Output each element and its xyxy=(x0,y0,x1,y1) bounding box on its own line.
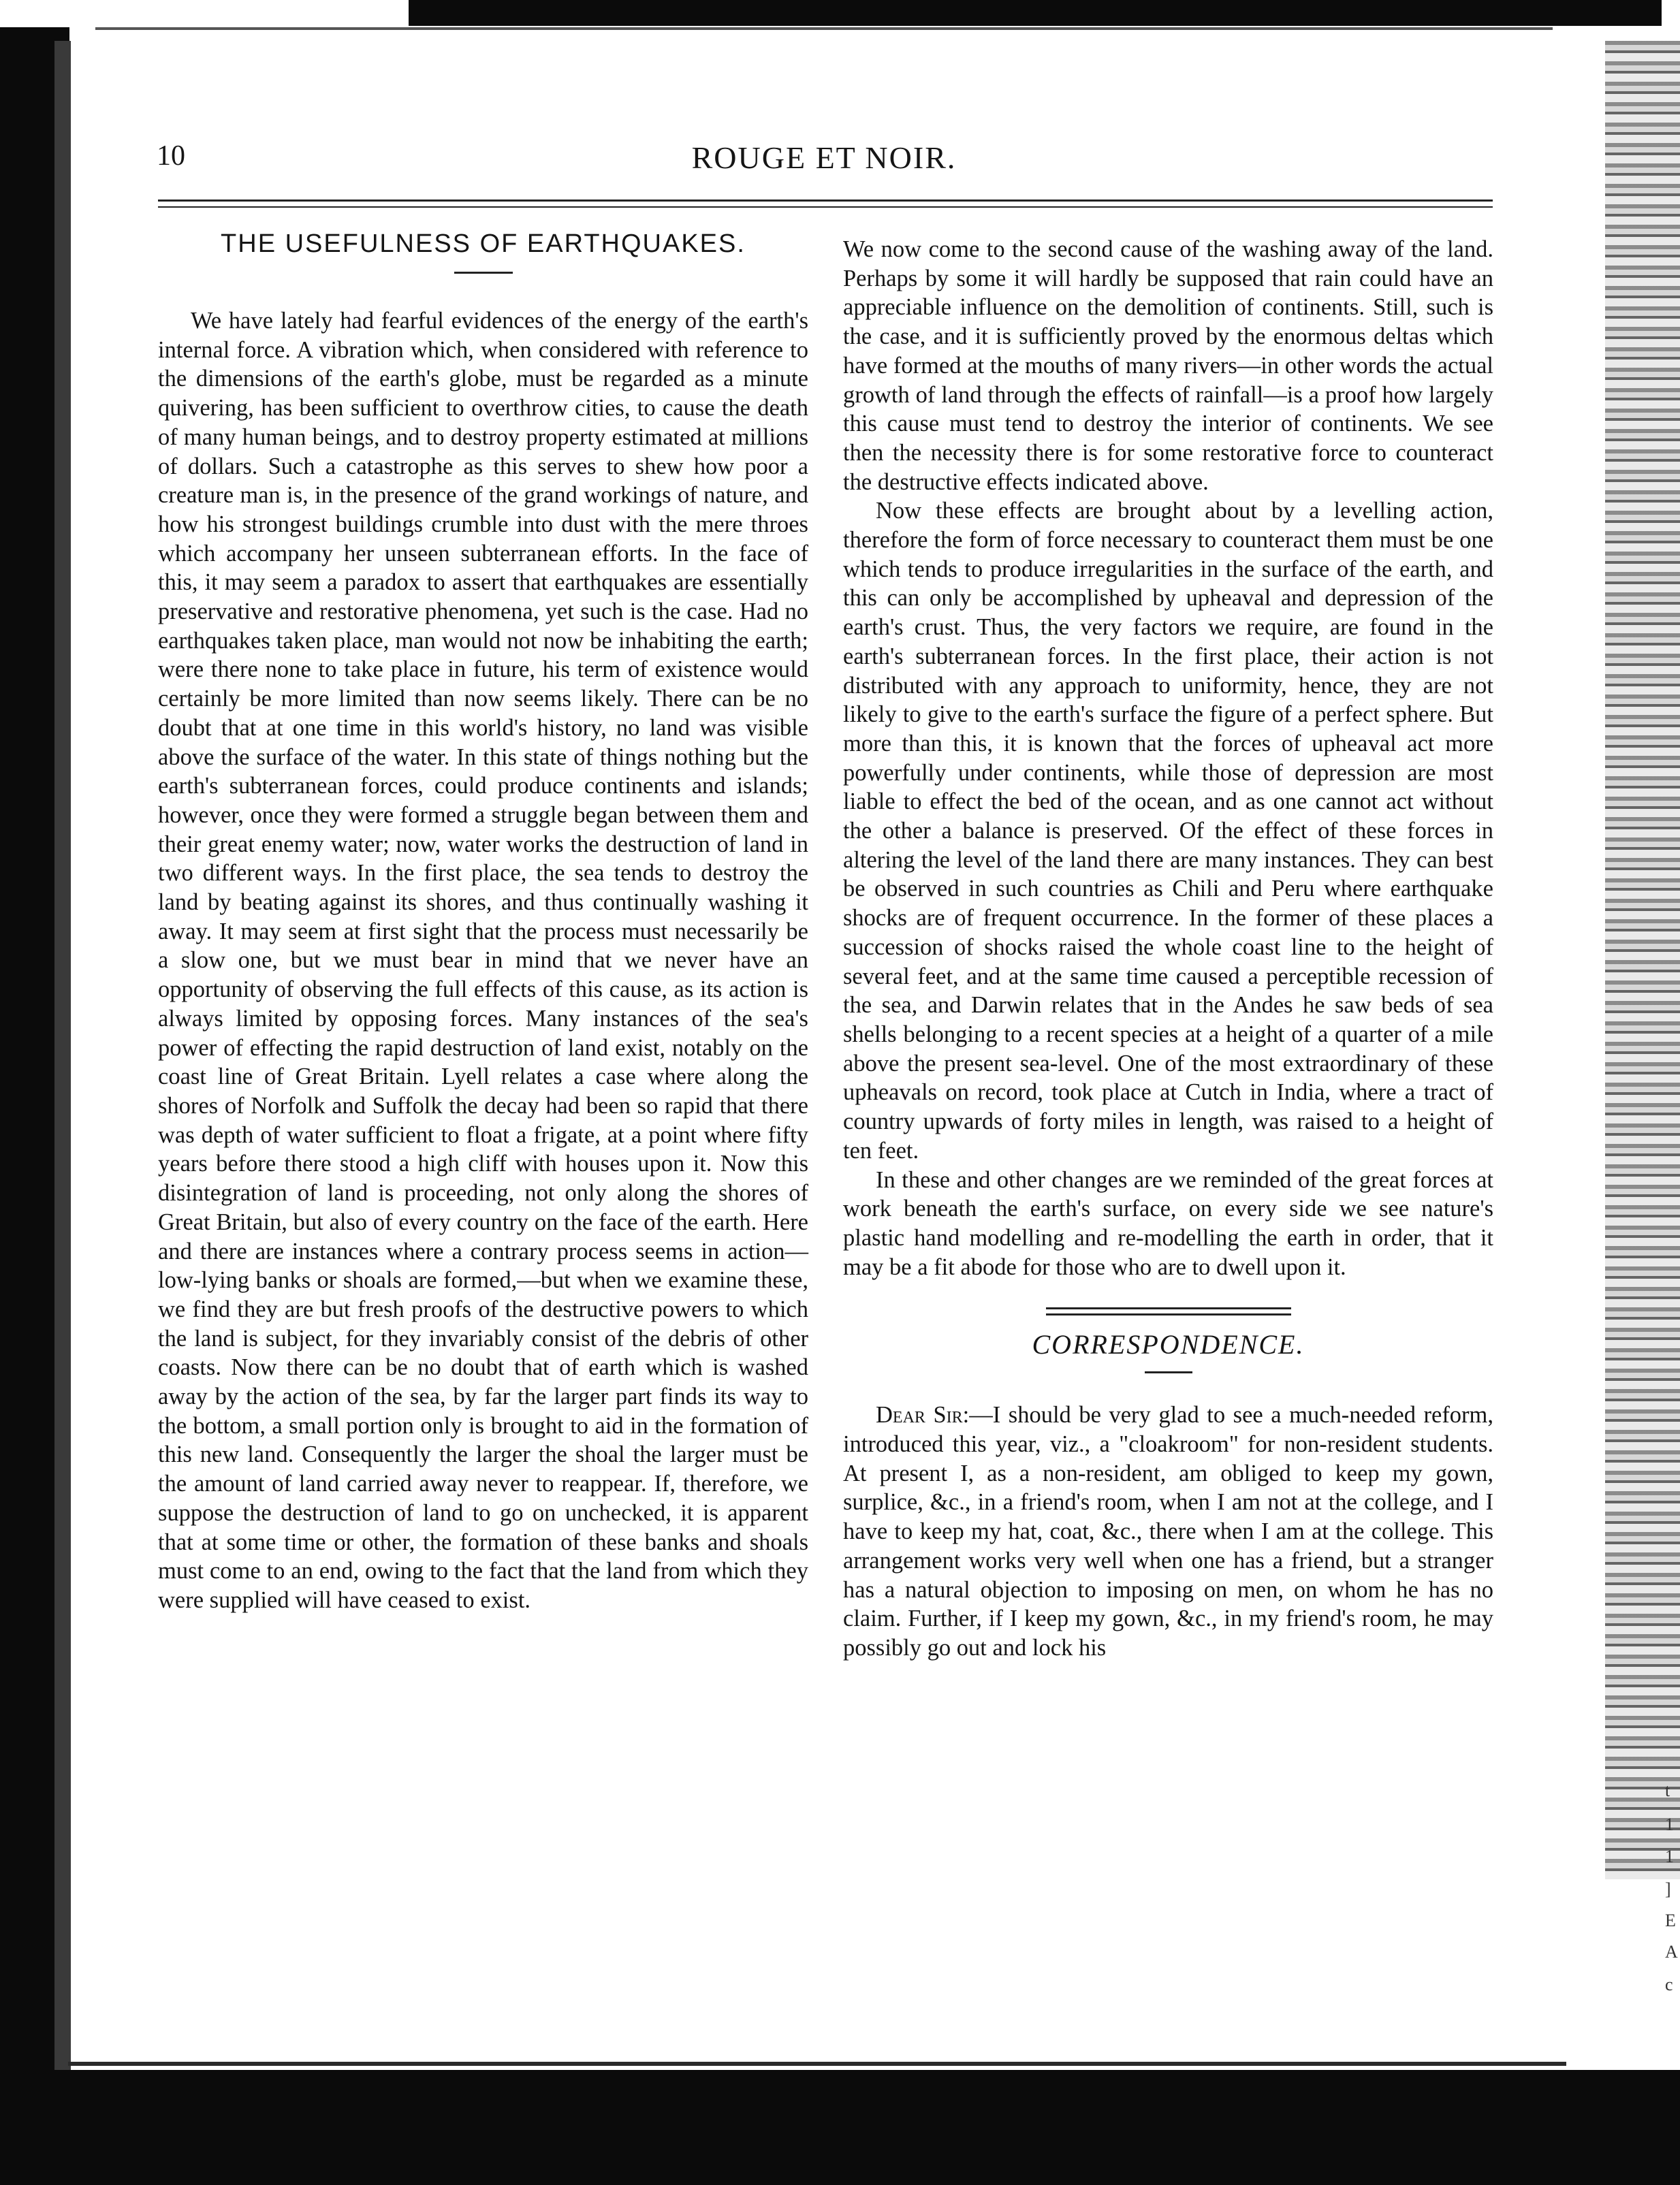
scan-edge-line-top xyxy=(95,27,1553,30)
header-rule xyxy=(158,200,1493,202)
article-paragraph: We now come to the second cause of the washing away of the land. Perhaps by some it will hardly be supposed that rain could have an appreciable influence on the demolition of continents. Still, such is the case, and it is sufficiently proved by the enormous deltas which have formed at the mouths of many rivers—in other words the actual growth of land through the effects of rainfall—is a proof how largely this cause must tend to destroy the interior of continents. We see then the necessity there is for some restorative force to counteract the destructive effects indicated above. xyxy=(843,236,1493,495)
correspondence-title: CORRESPONDENCE. xyxy=(1032,1329,1305,1360)
article-paragraph: In these and other changes are we reminded of the great forces at work beneath the earth's surface, on every side we see nature's plastic hand modelling and re-modelling the earth in order, that it may be a fit abode for those who are to dwell upon it. xyxy=(843,1166,1493,1280)
scan-border-right xyxy=(1605,41,1680,1879)
margin-mark: ] xyxy=(1665,1879,1671,1899)
page-header xyxy=(157,140,1491,180)
correspondence-rule xyxy=(1145,1371,1192,1373)
article-paragraph: We have lately had fearful evidences of the energy of the earth's internal force. A vibration which, when considered with reference to the dimensions of the earth's globe, must be regarded as a minute quivering, has been sufficient to overthrow cities, to cause the death of many human beings, and to destroy property estimated at millions of dollars. Such a catastrophe as this serves to shew how poor a creature man is, in the presence of the grand workings of nature, and how his strongest buildings crumble into dust with the mere throes which accompany her unseen subterranean efforts. In the face of this, it may seem a paradox to assert that earthquakes are essentially preservative and restorative phenomena, yet such is the case. Had no earthquakes taken place, man would not now be inhabiting the earth; were there none to take place in future, his term of existence would certainly be more limited than now seems likely. There can be no doubt that at one time in this world's history, no land was visible above the surface of the water. In this state of things nothing but the earth's subterranean forces, could produce continents and islands; however, once they were formed a struggle began between them and their great enemy water; now, water works the destruction of land in two different ways. In the first place, the sea tends to destroy the land by beating against its shores, and thus continually washing it away. It may seem at first sight that the process must necessarily be a slow one, but we must bear in mind that we never have an opportunity of observing the full effects of this cause, as its action is always limited by opposing forces. Many instances of the sea's power of effecting the rapid destruction of land exist, notably on the coast line of Great Britain. Lyell relates a case where along the shores of Norfolk and Suffolk the decay had been so rapid that there was depth of water sufficient to float a frigate, at a point where fifty years before there stood a high cliff with houses upon it. Now this disintegration of land is proceeding, not only along the shores of Great Britain, but also of every country on the face of the earth. Here and there are instances where a contrary process seems in action—low-lying banks or shoals are formed,—but when we examine these, we find they are but fresh proofs of the destructive powers to which the land is subject, for they invariably consist of the debris of other coasts. Now there can be no doubt that of earth which is washed away by the action of the sea, by far the larger part finds its way to the bottom, a small portion only is brought to aid in the formation of this new land. Consequently the larger the shoal the larger must be the amount of land carried away never to reappear. If, therefore, we suppose the destruction of land to go on unchecked, it is apparent that at some time or other, the formation of these banks and shoals must come to an end, owing to the fact that the land from which they were supplied will have ceased to exist. xyxy=(158,308,808,1613)
left-column xyxy=(158,228,808,1615)
margin-mark: A xyxy=(1665,1942,1678,1962)
title-rule xyxy=(454,272,513,274)
scan-binding-edge xyxy=(54,41,71,2084)
running-title: ROUGE ET NOIR. xyxy=(691,140,957,175)
correspondence-text: —I should be very glad to see a much-needed reform, introduced this year, viz., a "cloakroom" for non-resident students. At present I, as a non-resident, am obliged to keep my gown, surplice, &c., in a friend's room, when I am not at the college, and I have to keep my hat, coat, &c., there when I am at the college. This arrangement works very well when one has a friend, but a stranger has a natural objection to imposing on men, on whom he has no claim. Further, if I keep my gown, &c., in my friend's room, he may possibly go out and lock his xyxy=(843,1402,1494,1661)
margin-mark: 1 xyxy=(1665,1815,1674,1834)
right-column xyxy=(843,235,1493,1663)
margin-mark: c xyxy=(1665,1975,1673,1994)
salutation: Dear Sir: xyxy=(876,1402,970,1429)
scan-border-top xyxy=(409,0,1662,26)
page-number: 10 xyxy=(157,140,185,172)
article-paragraph: Now these effects are brought about by a levelling action, therefore the form of force necessary to counteract them must be one which tends to produce irregularities in the surface of the earth, and this can only be accomplished by upheaval and depression of the earth's crust. Thus, the very factors we require, are found in the earth's subterranean forces. In the first place, their action is not distributed with any approach to uniformity, hence, they are not likely to give to the earth's surface the figure of a perfect sphere. But more than this, it is known that the forces of upheaval act more powerfully under continents, while those of depression are most liable to effect the bed of the ocean, and as one cannot act without the other a balance is preserved. Of the effect of these forces in altering the level of the land there are many instances. They can best be observed in such countries as Chili and Peru where earthquake shocks are of frequent occurrence. In the former of these places a succession of shocks raised the whole coast line to the height of several feet, and at the same time caused a perceptible recession of the sea, and Darwin relates that in the Andes he saw beds of sea shells belonging to a recent species at a height of a quarter of a mile above the present sea-level. One of the most extraordinary of these upheavals on record, took place at Cutch in India, where a tract of country upwards of forty miles in length, was raised to a height of ten feet. xyxy=(843,498,1493,1164)
header-rule-thin xyxy=(158,206,1493,208)
scan-edge-line-bottom xyxy=(68,2062,1566,2066)
margin-mark: 1 xyxy=(1665,1847,1674,1866)
correspondence-paragraph xyxy=(843,1401,1493,1662)
margin-mark: t xyxy=(1665,1781,1670,1800)
margin-mark: E xyxy=(1665,1911,1676,1930)
scan-border-bottom xyxy=(0,2070,1680,2185)
section-divider xyxy=(1046,1307,1291,1315)
article-title: THE USEFULNESS OF EARTHQUAKES. xyxy=(221,229,746,258)
